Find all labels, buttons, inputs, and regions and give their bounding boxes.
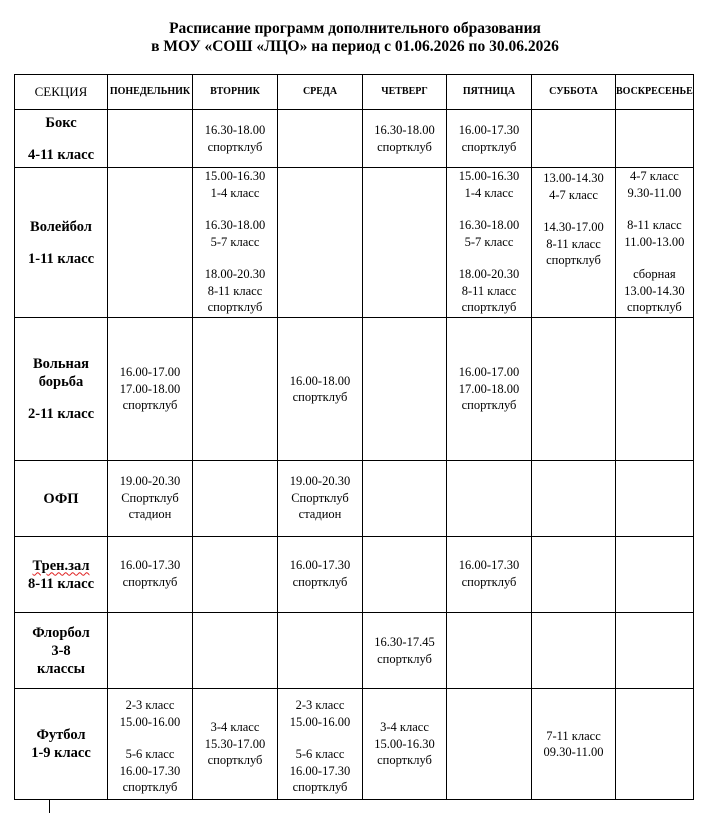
schedule-cell-thursday <box>363 318 447 461</box>
cell-line: 17.00-18.00 <box>119 381 181 396</box>
cell-line: 16.00-17.30 <box>289 558 351 572</box>
cell-line: 8-11 класс <box>546 236 601 251</box>
schedule-cell-wednesday <box>278 110 363 168</box>
cell-line: 8-11 класс <box>627 218 682 232</box>
schedule-cell-saturday <box>532 110 616 168</box>
schedule-cell-thursday <box>363 689 447 800</box>
header-thursday: ЧЕТВЕРГ <box>363 75 447 110</box>
schedule-cell-friday <box>447 689 532 800</box>
cell-line: 4-7 класс <box>549 187 598 202</box>
schedule-cell-sunday <box>616 168 694 318</box>
section-cell <box>15 110 108 168</box>
schedule-cell-monday <box>108 318 193 461</box>
schedule-cell-saturday <box>532 168 616 318</box>
cell-line: 5-7 класс <box>464 234 514 249</box>
schedule-cell-tuesday <box>193 613 278 689</box>
header-wednesday: СРЕДА <box>278 75 363 110</box>
title-line-1: Расписание программ дополнительного образования <box>169 20 541 37</box>
section-label-line: 2-11 класс <box>27 406 94 422</box>
cell-line: 16.00-17.30 <box>289 763 351 778</box>
schedule-cell-tuesday <box>193 318 278 461</box>
cell-line: 15.00-16.30 <box>374 736 435 751</box>
section-cell <box>15 461 108 537</box>
schedule-cell-sunday <box>616 689 694 800</box>
schedule-cell-tuesday <box>193 689 278 800</box>
cell-line: 2-3 класс <box>125 698 175 712</box>
cell-line: 16.30-18.00 <box>204 123 266 137</box>
cell-line: 16.30-18.00 <box>374 123 435 137</box>
schedule-cell-sunday <box>616 613 694 689</box>
schedule-cell-friday <box>447 613 532 689</box>
cell-line <box>193 201 277 217</box>
cell-line: 16.30-18.00 <box>204 218 266 232</box>
cell-line: 17.00-18.00 <box>458 381 520 396</box>
section-label-line: 3-8 <box>51 642 71 659</box>
header-tuesday: ВТОРНИК <box>193 75 278 110</box>
cell-line: Спортклуб <box>121 490 179 505</box>
section-label-line: ОФП <box>43 490 79 507</box>
schedule-cell-friday <box>447 318 532 461</box>
schedule-cell-tuesday <box>193 537 278 613</box>
schedule-cell-thursday <box>363 461 447 537</box>
cell-line: спортклуб <box>292 780 348 794</box>
cell-line: спортклуб <box>461 300 517 314</box>
cell-line: 16.00-17.00 <box>119 365 181 380</box>
cell-line: спортклуб <box>461 139 517 154</box>
cell-line: 16.00-17.30 <box>458 558 520 572</box>
section-label-line <box>15 391 107 405</box>
cell-line: 1-4 класс <box>210 185 260 200</box>
section-label-line: Трен.зал <box>32 557 90 574</box>
cell-line: спортклуб <box>546 253 601 267</box>
schedule-cell-saturday <box>532 461 616 537</box>
schedule-cell-monday <box>108 537 193 613</box>
section-label-line: Волейбол <box>30 218 92 235</box>
schedule-cell-sunday <box>616 461 694 537</box>
cell-line: 3-4 класс <box>380 720 429 735</box>
cell-line: стадион <box>298 507 342 521</box>
cell-line: 15.00-16.00 <box>119 714 181 729</box>
section-label-line: Флорбол <box>32 624 90 641</box>
schedule-cell-monday <box>108 613 193 689</box>
cell-line: 5-6 класс <box>125 747 175 761</box>
schedule-cell-wednesday <box>278 537 363 613</box>
cell-line: 14.30-17.00 <box>543 220 604 234</box>
cell-line: 15.00-16.00 <box>289 714 351 729</box>
cell-line <box>447 250 531 266</box>
schedule-cell-sunday <box>616 110 694 168</box>
cell-line: спортклуб <box>122 780 178 794</box>
cell-line: 8-11 класс <box>207 283 263 298</box>
schedule-cell-sunday <box>616 537 694 613</box>
cell-line: сборная <box>633 267 676 281</box>
cell-line: 5-7 класс <box>210 234 260 249</box>
schedule-cell-monday <box>108 689 193 800</box>
schedule-cell-saturday <box>532 537 616 613</box>
table-row <box>15 537 694 613</box>
schedule-cell-friday <box>447 461 532 537</box>
cell-line: 16.00-17.30 <box>458 123 520 137</box>
cell-line: стадион <box>128 507 172 521</box>
cell-line: 16.00-17.00 <box>458 365 520 380</box>
cell-line: спортклуб <box>122 398 178 413</box>
cell-line: 8-11 класс <box>461 283 517 298</box>
section-cell <box>15 318 108 461</box>
cell-line: 15.00-16.30 <box>458 169 520 183</box>
schedule-cell-thursday <box>363 537 447 613</box>
cell-line: 15.00-16.30 <box>204 169 266 183</box>
schedule-cell-saturday <box>532 613 616 689</box>
schedule-table <box>14 74 694 800</box>
schedule-cell-saturday <box>532 689 616 800</box>
schedule-cell-wednesday <box>278 613 363 689</box>
cell-line: спортклуб <box>461 574 517 589</box>
schedule-cell-tuesday <box>193 461 278 537</box>
cell-line: спортклуб <box>207 139 263 154</box>
cell-line: Спортклуб <box>291 490 349 505</box>
cell-line: спортклуб <box>377 139 432 154</box>
cell-line: спортклуб <box>292 574 348 589</box>
schedule-cell-friday <box>447 110 532 168</box>
document-title <box>0 20 710 56</box>
table-row <box>15 110 694 168</box>
header-monday: ПОНЕДЕЛЬНИК <box>108 75 193 110</box>
section-cell <box>15 613 108 689</box>
cell-line: 5-6 класс <box>295 747 345 761</box>
cell-line: спортклуб <box>207 753 263 768</box>
section-label-line: Бокс <box>45 114 77 131</box>
cell-line: 9.30-11.00 <box>627 185 682 200</box>
title-line-2: в МОУ «СОШ «ЛЦО» на период с 01.06.2026 по 30.06.2026 <box>151 38 559 55</box>
cell-line: спортклуб <box>377 651 432 666</box>
cell-line <box>278 730 362 746</box>
cell-line: спортклуб <box>461 398 517 413</box>
schedule-cell-friday <box>447 168 532 318</box>
cell-line: 16.00-17.30 <box>119 558 181 572</box>
schedule-cell-friday <box>447 537 532 613</box>
schedule-cell-thursday <box>363 110 447 168</box>
header-saturday: СУББОТА <box>532 75 616 110</box>
schedule-cell-thursday <box>363 168 447 318</box>
table-row <box>15 168 694 318</box>
schedule-cell-sunday <box>616 318 694 461</box>
header-section: СЕКЦИЯ <box>15 75 108 110</box>
schedule-cell-tuesday <box>193 110 278 168</box>
cell-line: 15.30-17.00 <box>204 736 266 751</box>
table-row <box>15 613 694 689</box>
section-label-line <box>15 132 107 146</box>
cell-line: 2-3 класс <box>295 698 345 712</box>
section-label-line: 1-11 класс <box>27 250 94 267</box>
section-label-line <box>15 236 107 250</box>
cell-line <box>532 203 615 219</box>
cell-line: 16.30-18.00 <box>458 218 520 232</box>
cell-line: 3-4 класс <box>210 720 260 735</box>
header-friday: ПЯТНИЦА <box>447 75 532 110</box>
cell-line: 16.00-17.30 <box>119 763 181 778</box>
schedule-cell-wednesday <box>278 461 363 537</box>
cell-line: 16.30-17.45 <box>374 635 435 649</box>
section-label-line: 4-11 класс <box>27 146 94 163</box>
cell-line: 1-4 класс <box>464 185 514 200</box>
cell-line: 13.00-14.30 <box>624 283 685 298</box>
cell-line: 7-11 класс <box>546 728 601 743</box>
schedule-cell-wednesday <box>278 168 363 318</box>
cell-line: 18.00-20.30 <box>458 267 520 281</box>
table-row <box>15 318 694 461</box>
schedule-cell-saturday <box>532 318 616 461</box>
cell-line: 16.00-18.00 <box>289 373 351 388</box>
cell-line: спортклуб <box>122 574 178 589</box>
table-row <box>15 461 694 537</box>
section-label-line: Футбол <box>36 727 86 743</box>
cell-line: спортклуб <box>292 390 348 404</box>
section-label-line: 8-11 класс <box>27 575 94 592</box>
cell-line <box>108 730 192 746</box>
cell-line: 18.00-20.30 <box>204 267 266 281</box>
cell-line <box>193 250 277 266</box>
section-cell <box>15 689 108 800</box>
text-cursor <box>49 800 50 813</box>
schedule-cell-wednesday <box>278 689 363 800</box>
section-label-line: классы <box>37 660 85 677</box>
header-sunday: ВОСКРЕСЕНЬЕ <box>616 75 694 110</box>
cell-line: 13.00-14.30 <box>543 171 604 185</box>
schedule-cell-monday <box>108 461 193 537</box>
cell-line: спортклуб <box>207 300 263 314</box>
section-cell <box>15 168 108 318</box>
section-cell <box>15 537 108 613</box>
cell-line: 4-7 класс <box>630 169 679 183</box>
cell-line: 19.00-20.30 <box>119 474 181 488</box>
cell-line: спортклуб <box>377 753 432 768</box>
cell-line: спортклуб <box>626 300 682 314</box>
cell-line: 09.30-11.00 <box>543 745 604 759</box>
section-label-line: Вольная <box>33 356 89 372</box>
section-label-line: борьба <box>38 374 84 390</box>
cell-line: 19.00-20.30 <box>289 474 351 488</box>
header-row <box>15 75 694 110</box>
cell-line <box>616 201 693 217</box>
cell-line <box>447 201 531 217</box>
schedule-cell-monday <box>108 168 193 318</box>
cell-line <box>616 250 693 266</box>
table-row <box>15 689 694 800</box>
schedule-cell-tuesday <box>193 168 278 318</box>
schedule-cell-thursday <box>363 613 447 689</box>
cell-line: 11.00-13.00 <box>624 234 685 249</box>
schedule-cell-monday <box>108 110 193 168</box>
section-label-line: 1-9 класс <box>31 745 91 761</box>
schedule-cell-wednesday <box>278 318 363 461</box>
